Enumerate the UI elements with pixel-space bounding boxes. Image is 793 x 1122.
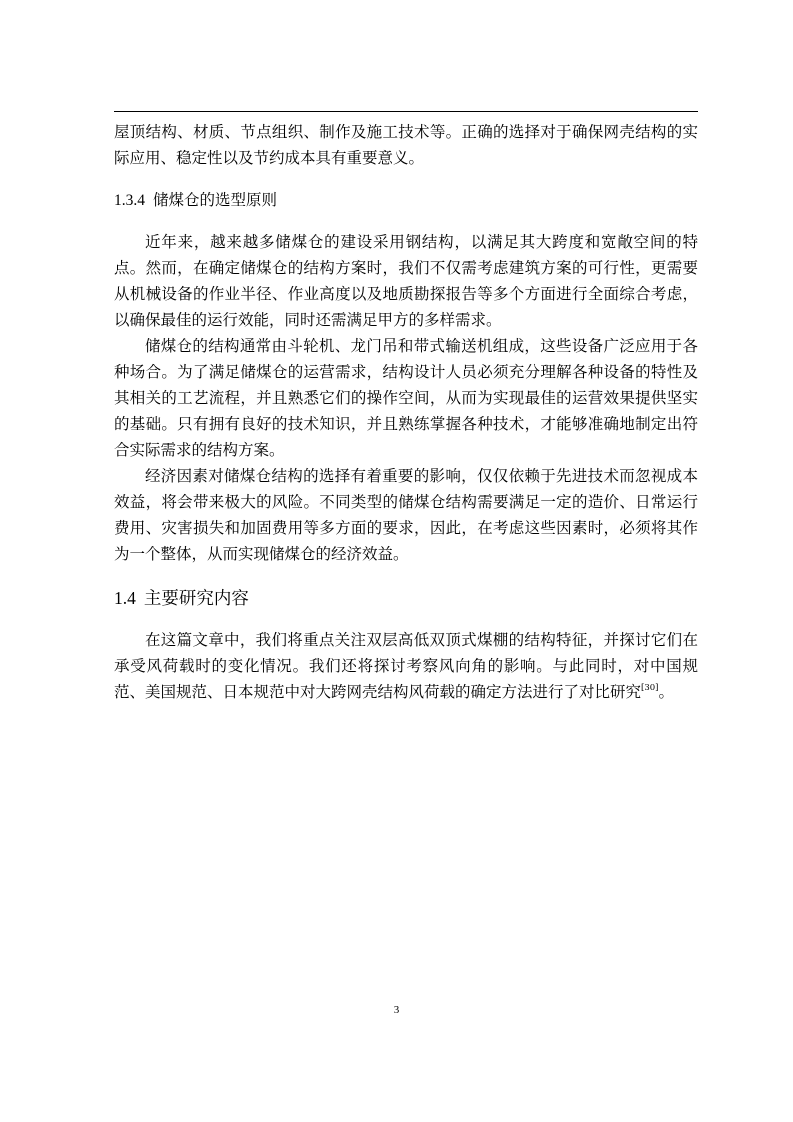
section-title: 储煤仓的选型原则 <box>153 191 278 209</box>
body-paragraph-2: 储煤仓的结构通常由斗轮机、龙门吊和带式输送机组成，这些设备广泛应用于各种场合。为了满足储煤仓的运营需求，结构设计人员必须充分理解各种设备的特性及其相关的工艺流程，并且熟悉它们的操作空间，从而为实现最佳的运营效果提供坚实的基础。只有拥有良好的技术知识，并且熟练掌握各种技术，才能够准确地制定出符合实际需求的结构方案。 <box>114 337 698 459</box>
body-paragraph-1: 近年来，越来越多储煤仓的建设采用钢结构，以满足其大跨度和宽敞空间的特点。然而，在确定储煤仓的结构方案时，我们不仅需考虑建筑方案的可行性，更需要从机械设备的作业半径、作业高度以及地质勘探报告等多个方面进行全面综合考虑，以确保最佳的运行效能，同时还需满足甲方的多样需求。 <box>114 233 698 329</box>
page-number: 3 <box>393 1004 400 1016</box>
body-paragraph-4 <box>114 627 698 705</box>
section-title: 主要研究内容 <box>143 589 249 609</box>
paragraph-end: 。 <box>658 683 674 701</box>
header-rule <box>114 111 698 112</box>
section-number: 1.4 <box>114 588 136 608</box>
section-heading-1-3-4 <box>114 187 698 214</box>
document-body <box>114 119 698 705</box>
paragraph-text: 在这篇文章中，我们将重点关注双层高低双顶式煤棚的结构特征，并探讨它们在承受风荷载时的变化情况。我们还将探讨考察风向角的影响。与此同时，对中国规范、美国规范、日本规范中对大跨网壳结构风荷载的确定方法进行了对比研究 <box>114 631 698 701</box>
section-heading-1-4 <box>114 584 698 613</box>
carry-over-paragraph: 屋顶结构、材质、节点组织、制作及施工技术等。正确的选择对于确保网壳结构的实际应用、稳定性以及节约成本具有重要意义。 <box>114 123 698 167</box>
body-paragraph-3: 经济因素对储煤仓结构的选择有着重要的影响，仅仅依赖于先进技术而忽视成本效益，将会带来极大的风险。不同类型的储煤仓结构需要满足一定的造价、日常运行费用、灾害损失和加固费用等多方面的要求，因此，在考虑这些因素时，必须将其作为一个整体，从而实现储煤仓的经济效益。 <box>114 467 698 563</box>
citation-reference[interactable]: [30] <box>641 683 659 693</box>
section-number: 1.3.4 <box>114 192 145 209</box>
